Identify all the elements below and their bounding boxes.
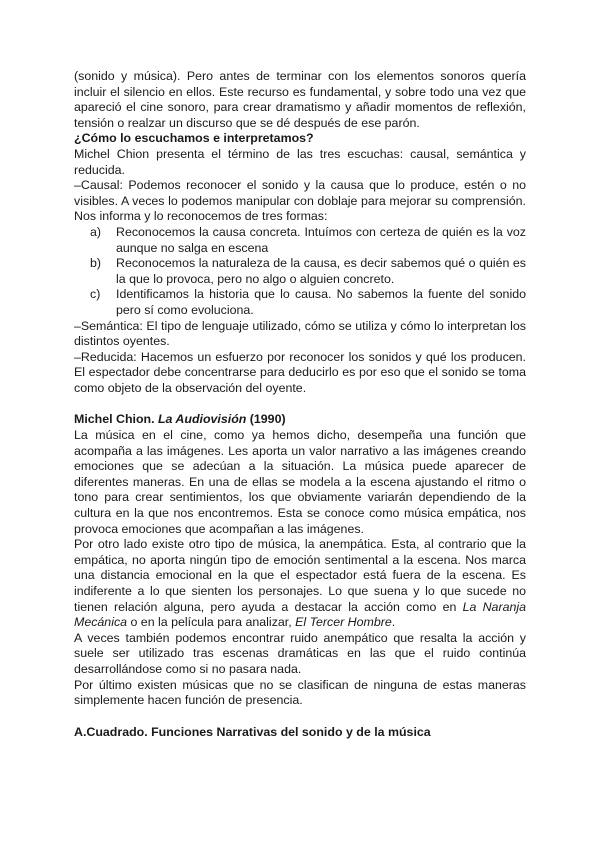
heading-author: Michel Chion. (74, 412, 158, 427)
list-item (74, 256, 526, 287)
paragraph-presencia: Por último existen músicas que no se clasifican de ninguna de estas maneras simplemente hacen función de presencia. (74, 677, 526, 708)
list-item (74, 225, 526, 256)
paragraph-chion-escuchas: Michel Chion presenta el término de las tres escuchas: causal, semántica y reducida. (74, 146, 526, 177)
paragraph-musica-anempatica: Por otro lado existe otro tipo de música, la anempática. Esta, al contrario que la empática, no aporta ningún tipo de emoción sentimental a la escena. Nos marca una distancia emocional en la que el espectador está fuera de la escena. Es indiferente a lo que sienten los personajes. Lo que suena y lo que sucede no tienen relación alguna, pero ayuda a destacar la acción como en La Naranja Mecánica o en la película para analizar, El Tercer Hombre. (74, 537, 526, 630)
heading-book-title: La Audiovisión (157, 412, 247, 427)
heading-cuadrado: A.Cuadrado. Funciones Narrativas del sonido y de la música (74, 724, 431, 739)
heading-audiovision (74, 412, 526, 428)
causal-list (74, 225, 526, 319)
film-title: La Naranja Mecánica (74, 599, 526, 630)
paragraph-causal: –Causal: Podemos reconocer el sonido y la causa que lo produce, estén o no visibles. A veces lo podemos manipular con doblaje para mejorar su comprensión. Nos informa y lo reconocemos de tres formas: (74, 178, 526, 224)
document-page (74, 69, 526, 740)
list-item-text: Reconocemos la naturaleza de la causa, es decir sabemos qué o quién es la que lo provoca, pero no algo o alguien concreto. (116, 256, 526, 286)
list-item-text: Reconocemos la causa concreta. Intuímos con certeza de quién es la voz aunque no salga en escena (116, 224, 526, 255)
film-title: El Tercer Hombre (295, 615, 392, 630)
list-marker: b) (90, 256, 102, 271)
heading-escuchas: ¿Cómo lo escuchamos e interpretamos? (74, 131, 314, 146)
paragraph-semantica: –Semántica: El tipo de lenguaje utilizado, cómo se utiliza y cómo lo interpretan los distintos oyentes. (74, 318, 526, 349)
list-item-text: Identificamos la historia que lo causa. No sabemos la fuente del sonido pero sí como evoluciona. (116, 287, 526, 317)
paragraph-ruido-anempatico: A veces también podemos encontrar ruido anempático que resalta la acción y suele ser utilizado tras escenas dramáticas en las que el ruido continúa desarrollándose como si no pasara nada. (74, 630, 526, 676)
heading-year: (1990) (246, 412, 286, 427)
list-item (74, 287, 526, 318)
list-marker: a) (90, 224, 102, 239)
paragraph-musica-empatica: La música en el cine, como ya hemos dicho, desempeña una función que acompaña a las imágenes. Les aporta un valor narrativo a las imágenes creando emociones que se adecúan a la situación. La música puede aparecer de diferentes maneras. En una de ellas se modela a la escena ajustando el ritmo o tono para crear sentimientos, los que obviamente variarán dependiendo de la cultura en la que nos encontremos. Esta se conoce como música empática, nos provoca emociones que acompañan a las imágenes. (74, 428, 526, 536)
paragraph-reducida: –Reducida: Hacemos un esfuerzo por reconocer los sonidos y qué los producen. El espectador debe concentrarse para deducirlo es por eso que el sonido se toma como objeto de la observación del oyente. (74, 349, 526, 395)
list-marker: c) (90, 287, 101, 302)
intro-paragraph: (sonido y música). Pero antes de terminar con los elementos sonoros quería incluir el silencio en ellos. Este recurso es fundamental, y sobre todo una vez que apareció el cine sonoro, para crear dramatismo y añadir momentos de reflexión, tensión o realzar un discurso que se dé después de ese parón. (74, 69, 526, 130)
